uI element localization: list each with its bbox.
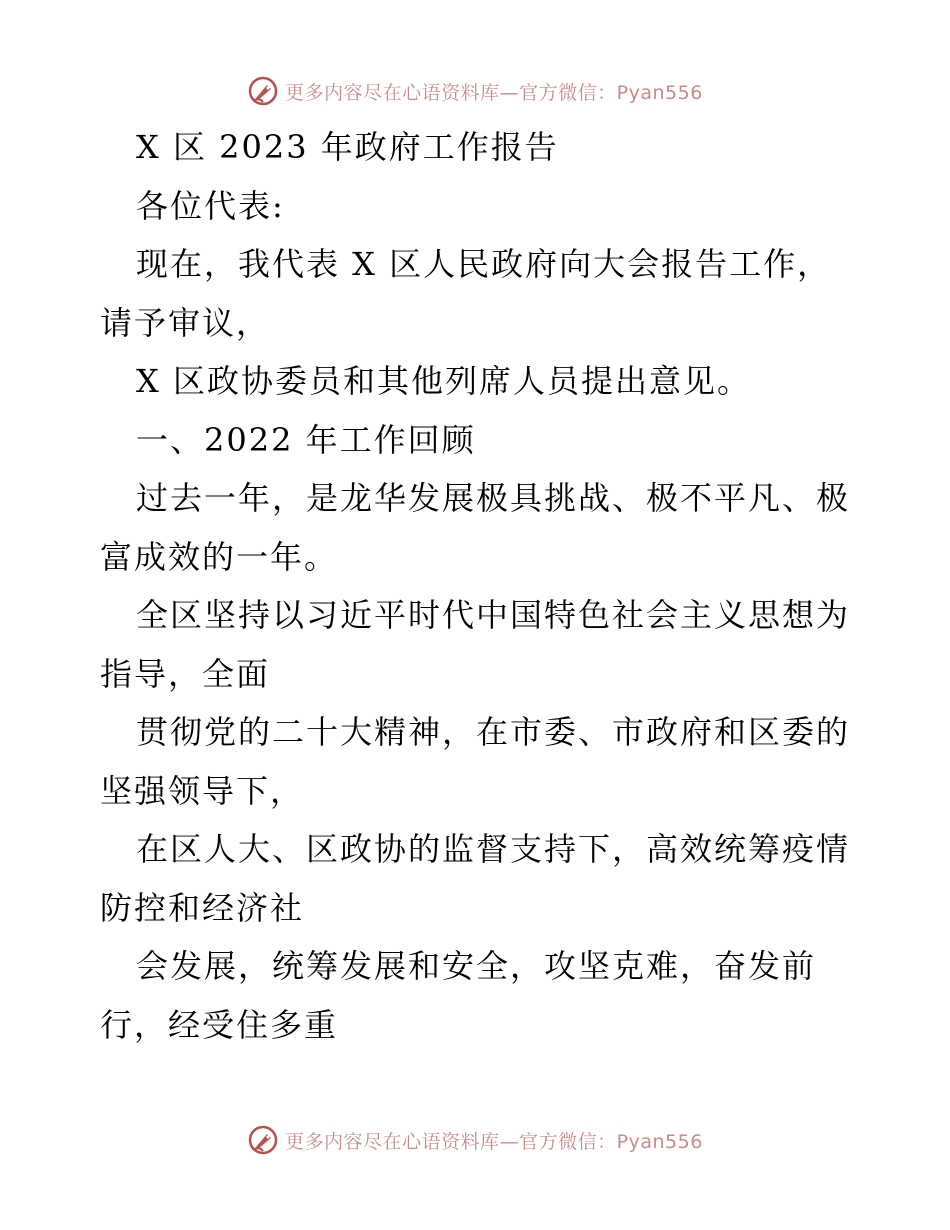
text-line: 现在，我代表 X 区人民政府向大会报告工作， [136,245,832,283]
pen-nib-logo-icon [247,1124,279,1156]
text-line: 坚强领导下， [100,771,305,810]
document-body [100,118,860,1054]
text-line: 在区人大、区政协的监督支持下，高效统筹疫情 [136,830,851,868]
text-line: 防控和经济社 [100,888,305,927]
header-watermark-banner [0,71,950,111]
text-line: 贯彻党的二十大精神，在市委、市政府和区委的 [136,713,851,751]
text-line: 全区坚持以习近平时代中国特色社会主义思想为 [136,596,851,634]
footer-watermark-banner [0,1120,950,1160]
text-line: 行，经受住多重 [100,1005,339,1044]
text-line: 富成效的一年。 [100,537,339,576]
text-line: 会发展，统筹发展和安全，攻坚克难，奋发前 [136,947,817,985]
watermark-text: 更多内容尽在心语资料库—官方微信：Pyan556 [285,81,703,104]
salutation: 各位代表: [136,186,285,225]
section-heading: 一、2022 年工作回顾 [136,420,476,459]
text-line: 指导，全面 [100,654,271,693]
text-line: 请予审议， [100,303,271,342]
pen-nib-logo-icon [247,75,279,107]
text-line: 过去一年，是龙华发展极具挑战、极不平凡、极 [136,479,851,517]
document-title: X 区 2023 年政府工作报告 [136,128,559,166]
watermark-text: 更多内容尽在心语资料库—官方微信：Pyan556 [285,1130,703,1153]
text-line: X 区政协委员和其他列席人员提出意见。 [136,362,751,400]
